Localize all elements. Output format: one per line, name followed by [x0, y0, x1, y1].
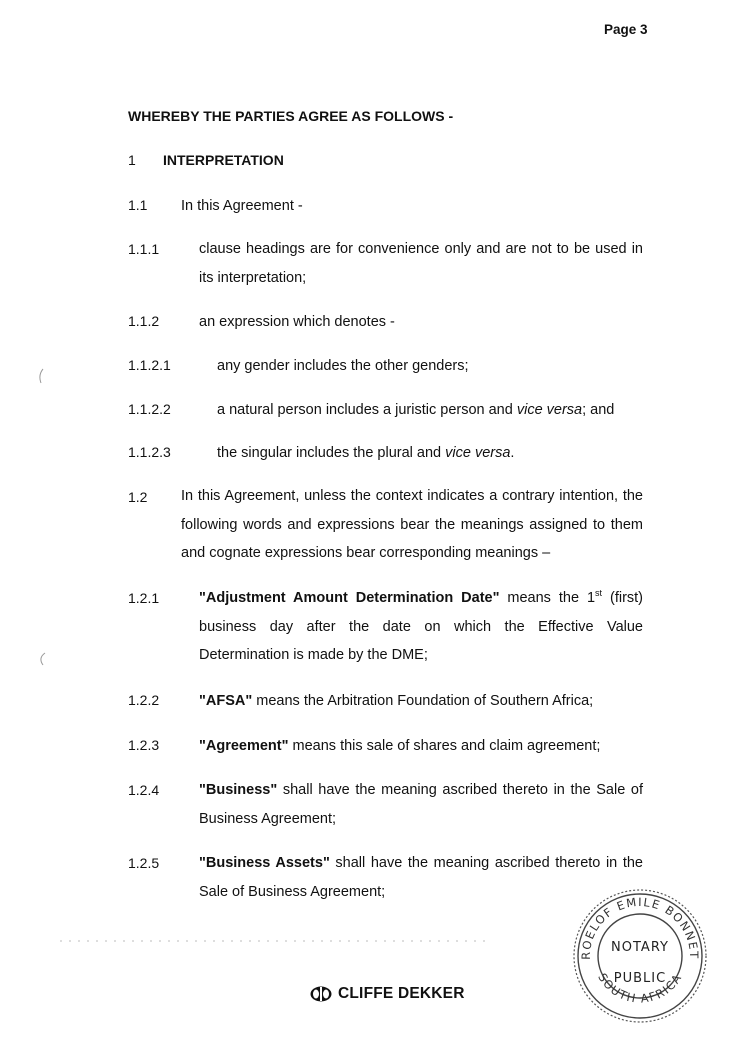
- clause-text: In this Agreement, unless the context indicates a contrary intention, the following words and expressions bear the meanings assigned to them and cognate expressions bear corresponding meanings –: [181, 488, 643, 561]
- definition-text: "AFSA" means the Arbitration Foundation of Southern Africa;: [199, 693, 594, 709]
- clause-number: 1.1.1: [128, 241, 160, 257]
- svg-text:ROELOF EMILE BONNET: ROELOF EMILE BONNET: [578, 894, 702, 960]
- stamp-line-notary: NOTARY: [611, 940, 669, 955]
- clause-number: 1.1.2.3: [128, 444, 171, 460]
- clause-text: In this Agreement -: [181, 198, 303, 214]
- clause-number: 1.1.2.2: [128, 401, 171, 417]
- scan-speck-mark: [35, 365, 55, 395]
- definition-text: "Business" shall have the meaning ascribed thereto in the Sale of Business Agreement;: [199, 782, 643, 827]
- clause-number: 1.2.5: [128, 855, 160, 871]
- clause-number: 1.2: [128, 489, 148, 505]
- definition-text: "Adjustment Amount Determination Date" means the 1st (first) business day after the date on which the Effective Value Determination is made by the DME;: [199, 588, 644, 663]
- clause-text: an expression which denotes -: [199, 314, 395, 330]
- cliffe-dekker-logo-icon: [310, 986, 332, 1002]
- stamp-line-public: PUBLIC: [613, 971, 667, 986]
- notary-stamp: [571, 887, 709, 1025]
- section-number: 1: [128, 152, 136, 168]
- clause-number: 1.1.2.1: [128, 357, 171, 373]
- footer-logo: [310, 985, 465, 1003]
- clause-text: any gender includes the other genders;: [217, 358, 469, 374]
- clause-number: 1.2.4: [128, 782, 160, 798]
- svg-text:SOUTH AFRICA: SOUTH AFRICA: [595, 970, 685, 1006]
- clause-number: 1.2.3: [128, 737, 160, 753]
- clause-number: 1.2.2: [128, 692, 160, 708]
- clause-text: the singular includes the plural and vice versa.: [217, 445, 515, 461]
- clause-number: 1.1.2: [128, 313, 160, 329]
- definition-text: "Business Assets" shall have the meaning ascribed thereto in the Sale of Business Agreement;: [199, 855, 643, 900]
- intro-heading: WHEREBY THE PARTIES AGREE AS FOLLOWS -: [128, 108, 454, 124]
- clause-number: 1.1: [128, 197, 148, 213]
- section-title: INTERPRETATION: [163, 152, 284, 168]
- clause-text: clause headings are for convenience only and are not to be used in its interpretation;: [199, 241, 643, 286]
- clause-text: a natural person includes a juristic person and vice versa; and: [217, 402, 615, 418]
- page-number: Page 3: [604, 22, 648, 37]
- scan-speck-mark: [35, 650, 55, 670]
- footer-logo-text: CLIFFE DEKKER: [338, 985, 465, 1002]
- scan-artifact-line: [60, 940, 490, 942]
- definition-text: "Agreement" means this sale of shares and claim agreement;: [199, 738, 601, 754]
- clause-number: 1.2.1: [128, 590, 160, 606]
